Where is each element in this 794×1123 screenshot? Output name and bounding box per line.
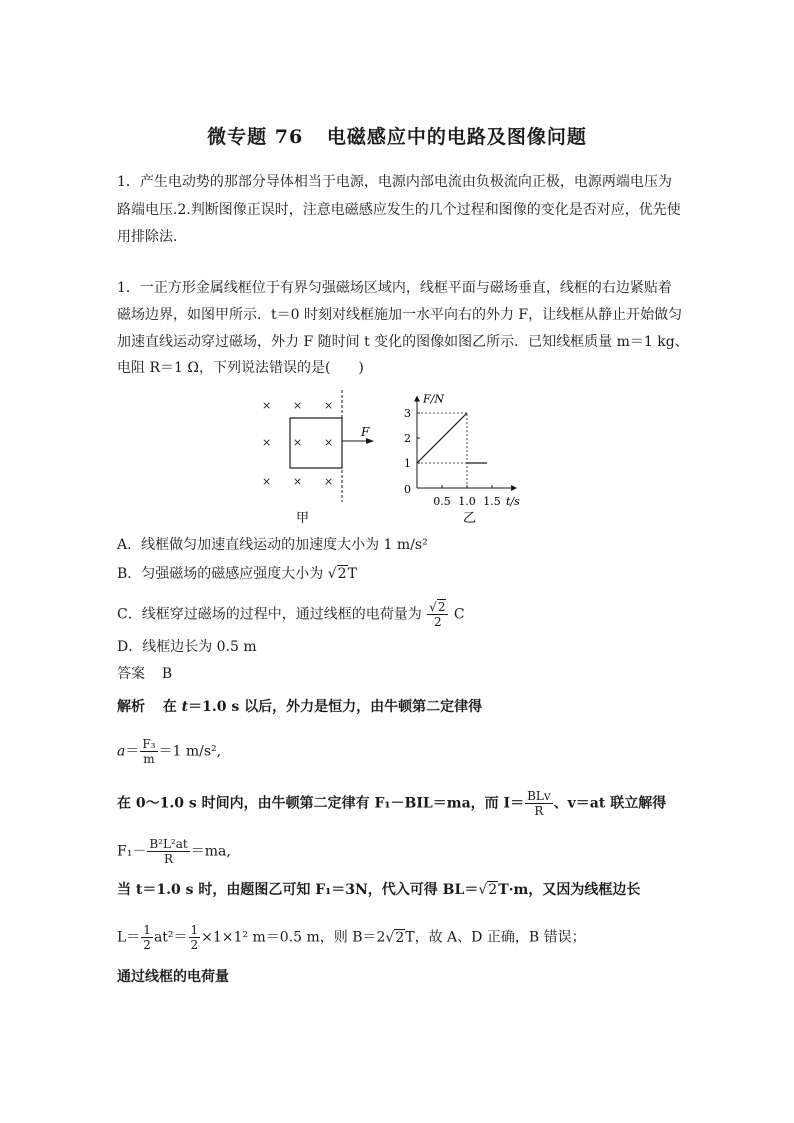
y-tick-label: 2 [404,432,411,445]
analysis-line-6: L＝ $\frac{1}{2}$ at²＝ $\frac{1}{2}$ ×1×1² m＝0.5 m，则 B＝2√2T，故 A、D 正确，B 错误； [117,923,586,952]
option-d: D．线框边长为 0.5 m [117,639,257,655]
force-label: F [361,425,370,439]
option-c-text: C．线框穿过磁场的过程中，通过线框的电荷量为 [117,606,422,623]
fraction: $\frac{\text{B²L²at}}{R}$ [149,837,188,866]
y-axis-label: F/N [423,392,444,406]
field-mark: × [262,399,272,412]
sqrt: √2 [385,929,405,946]
title-name: 电磁感应中的电路及图像问题 [326,126,587,148]
fraction: $\frac{1}{2}$ [143,923,151,952]
option-b [117,564,357,584]
fraction: $\frac{\text{BLv}}{R}$ [527,789,551,818]
option-c-unit: C [449,606,465,623]
tip-line-2: 路端电压.2.判断图像正误时，注意电磁感应发生的几个过程和图像的变化是否对应，优先使 [117,202,681,218]
analysis-line-5: 当 t＝1.0 s 时，由题图乙可知 F₁＝3N，代入可得 BL＝√2T·m，又因为线框边长 [117,882,641,898]
figure-yi-caption: 乙 [463,511,477,526]
f-t-chart [404,393,520,509]
title-label: 微专题 [207,126,268,148]
fraction: $\frac{1}{2}$ [190,923,199,952]
y-tick-label: 1 [404,457,411,470]
question-line-1: 1．一正方形金属线框位于有界匀强磁场区域内，线框平面与磁场垂直，线框的右边紧贴着 [117,280,672,296]
field-mark: × [262,436,272,449]
x-tick-label: 0.5 [433,495,451,508]
field-mark: × [293,436,303,449]
x-tick-label: 1.5 [483,495,501,508]
question-line-3: 加速直线运动穿过磁场，外力 F 随时间 t 变化的图像如图乙所示．已知线框质量 m＝1 kg、 [117,334,689,350]
tip-line-1: 1．产生电动势的那部分导体相当于电源，电源内部电流由负极流向正极，电源两端电压为 [117,174,672,190]
option-a: A．线框做匀加速直线运动的加速度大小为 1 m/s² [117,537,428,553]
y-axis-arrow [414,396,420,402]
analysis-line-4: F₁－ $\frac{\text{B²L²at}}{R}$ ＝ma, [117,837,231,866]
analysis-label: 解析 [117,699,145,715]
origin-label: 0 [404,483,411,496]
analysis-line-7: 通过线框的电荷量 [117,969,229,985]
field-mark: × [262,475,272,488]
option-c [117,600,465,629]
field-mark: × [324,475,334,488]
title-number: 76 [274,126,304,148]
analysis-line-2: a＝ $\frac{\text{F₃}}{m}$ ＝1 m/s², [117,737,222,766]
page-title [0,122,794,149]
question-line-4: 电阻 R＝1 Ω，下列说法错误的是( ) [117,360,364,376]
fraction: $\frac{√2}{2}$ [427,600,448,629]
answer-label: 答案 [117,666,145,682]
sqrt: √2 [478,882,498,898]
field-mark: × [293,399,303,412]
x-tick-label: 1.0 [458,495,476,508]
x-axis-label: t/s [506,495,520,508]
figure-jia [250,385,390,530]
figure-yi [395,383,540,530]
field-mark: × [324,436,334,449]
series-line [417,413,467,463]
sqrt: √2 [327,566,347,582]
x-axis-arrow [511,485,517,491]
figure-jia-caption: 甲 [296,511,310,526]
option-b-unit: T [347,566,357,582]
tip-line-3: 用排除法． [117,229,187,245]
analysis-line-3: 在 0～1.0 s 时间内，由牛顿第二定律有 F₁－BIL＝ma，而 I＝ $\frac{\text{BLv}}{R}$ 、v＝at 联立解得 [117,789,667,818]
fraction: $\frac{\text{F₃}}{m}$ [142,737,156,766]
field-mark: × [324,399,334,412]
y-tick-label: 3 [404,407,411,420]
answer [117,664,172,684]
analysis-line-1: 解析 在 t＝1.0 s 以后，外力是恒力，由牛顿第二定律得 [117,699,483,715]
field-mark: × [293,475,303,488]
option-b-text: B．匀强磁场的磁感应强度大小为 [117,566,324,582]
answer-value: B [161,666,173,682]
question-line-2: 磁场边界，如图甲所示．t＝0 时刻对线框施加一水平向右的外力 F，让线框从静止开始做匀 [117,307,683,323]
